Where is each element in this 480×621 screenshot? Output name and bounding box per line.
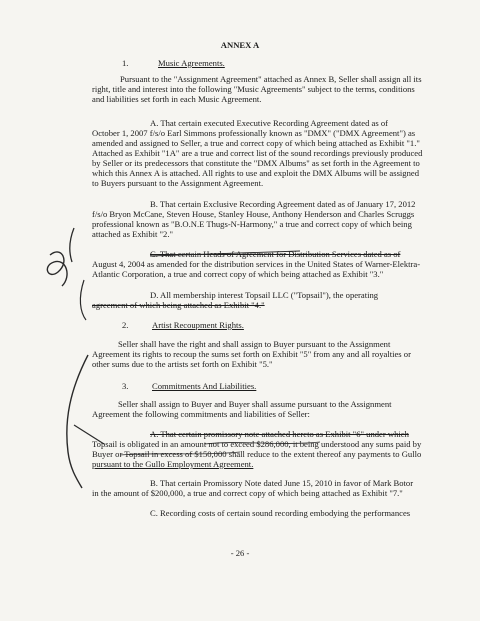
para-a-line: October 1, 2007 f/s/o Earl Simmons professionally known as "DMX" ("DMX Agreement") as bbox=[92, 128, 416, 138]
s2-body-line: Seller shall have the right and shall assign to Buyer pursuant to the Assignment bbox=[118, 339, 391, 349]
para-a-line: to Buyers pursuant to the Assignment Agreement. bbox=[92, 178, 264, 188]
section-2-heading: Artist Recoupment Rights. bbox=[152, 320, 244, 330]
section-1-number: 1. bbox=[122, 58, 129, 68]
s3a-line: Buyer or Topsail in excess of $150,000 shall reduce to the extent thereof any payments to Gullo bbox=[92, 449, 422, 459]
margin-line-mark bbox=[74, 425, 104, 444]
s1-intro-line: right, title and interest into the following "Music Agreements" subject to the terms, conditions bbox=[92, 84, 415, 94]
s3a-line: pursuant to the Gullo Employment Agreement. bbox=[92, 459, 254, 469]
s3b-line: B. That certain Promissory Note dated June 15, 2010 in favor of Mark Botor bbox=[150, 478, 414, 488]
para-a-line: Attached as Exhibit "1A" are a true and correct list of the sound recordings previously produced bbox=[92, 148, 423, 158]
para-d-line: agreement of which being attached as Exhibit "4." bbox=[92, 300, 265, 310]
para-b-line: attached as Exhibit "2." bbox=[92, 229, 173, 239]
page-number: - 26 - bbox=[230, 548, 250, 558]
s3b-line: in the amount of $200,000, a true and correct copy of which being attached as Exhibit "7." bbox=[92, 488, 403, 498]
para-a-line: which this Annex A is attached. All rights to use and exploit the DMX Albums will be assigned bbox=[92, 168, 420, 178]
para-a-line: by Seller or its predecessors that constitute the "DMX Albums" as set forth in the Agreement to bbox=[92, 158, 420, 168]
s1-intro-line: Pursuant to the "Assignment Agreement" attached as Annex B, Seller shall assign all its bbox=[120, 74, 422, 84]
s3-body-line: Agreement the following commitments and liabilities of Seller: bbox=[92, 409, 310, 419]
strike-scribble-mark bbox=[150, 251, 300, 256]
s1-intro-line: and liabilities set forth in each Music Agreement. bbox=[92, 94, 262, 104]
s3a-line: Topsail is obligated in an amount not to exceed $286,000, it being understood any sums paid by bbox=[92, 439, 422, 449]
annex-title: ANNEX A bbox=[220, 40, 260, 50]
strike-scribble-mark bbox=[120, 452, 240, 455]
para-b-line: professional known as "B.O.N.E Thugs-N-Harmony," a true and correct copy of which being bbox=[92, 219, 412, 229]
para-c-line: C. That certain Heads of Agreement for Distribution Services dated as of bbox=[150, 249, 401, 259]
s3-body-line: Seller shall assign to Buyer and Buyer shall assume pursuant to the Assignment bbox=[118, 399, 392, 409]
section-1-heading: Music Agreements. bbox=[158, 58, 225, 68]
margin-long-bracket-mark bbox=[67, 355, 88, 488]
margin-bracket-mark bbox=[80, 280, 86, 320]
s3a-line: A. That certain promissory note attached hereto as Exhibit "6" under which bbox=[150, 429, 409, 439]
para-b-line: f/s/o Bryon McCane, Steven House, Stanley House, Anthony Henderson and Charles Scruggs bbox=[92, 209, 415, 219]
section-2-number: 2. bbox=[122, 320, 129, 330]
section-3-number: 3. bbox=[122, 381, 129, 391]
s2-body-line: other sums due to the artists set forth on Exhibit "5." bbox=[92, 359, 273, 369]
margin-bracket-mark bbox=[70, 228, 74, 262]
strike-scribble-mark bbox=[205, 442, 320, 444]
para-b-line: B. That certain Exclusive Recording Agreement dated as of January 17, 2012 bbox=[150, 199, 416, 209]
s2-body-line: Agreement its rights to recoup the sums set forth on Exhibit "5" from any and all royalties or bbox=[92, 349, 411, 359]
para-a-line: amended and assigned to Seller, a true and correct copy of which being attached as Exhibit "1." bbox=[92, 138, 420, 148]
para-a-line: A. That certain executed Executive Recording Agreement dated as of bbox=[150, 118, 388, 128]
para-c-line: Atlantic Corporation, a true and correct copy of which being attached as Exhibit "3." bbox=[92, 269, 384, 279]
s3c-line: C. Recording costs of certain sound recording embodying the performances bbox=[150, 508, 411, 518]
margin-initial-mark bbox=[47, 252, 67, 286]
para-c-line: August 4, 2004 as amended for the distribution services in the United States of Warner-Elektra- bbox=[92, 259, 421, 269]
para-d-line: D. All membership interest Topsail LLC ("Topsail"), the operating bbox=[150, 290, 379, 300]
section-3-heading: Commitments And Liabilities. bbox=[152, 381, 257, 391]
